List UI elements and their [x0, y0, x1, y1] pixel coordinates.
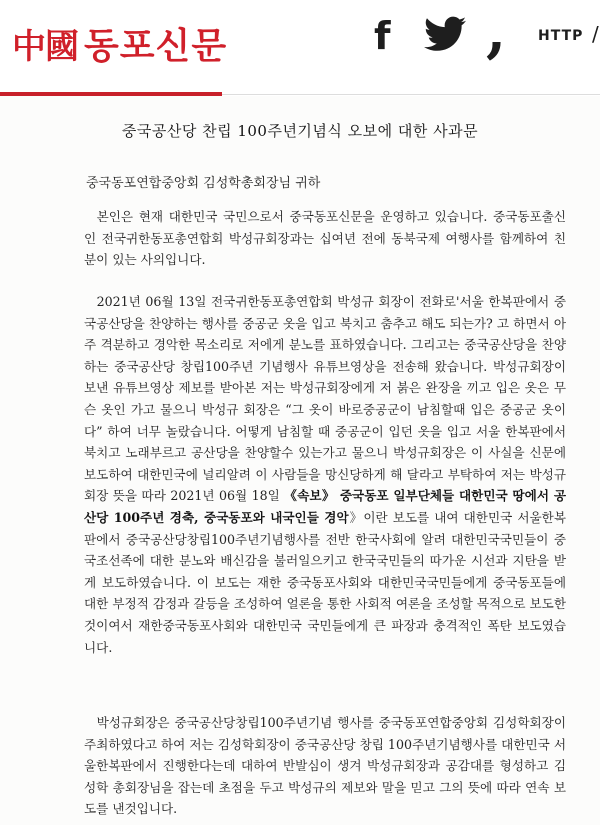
article-title: 중국공산당 찬립 100주년기념식 오보에 대한 사과문 — [121, 122, 479, 140]
logo-korean: 동포신문 — [84, 26, 228, 67]
paragraph-2-text-b: 》이란 보도를 내여 대한민국 서울한복판에서 중국공산당창립100주년기념행사를 전반 한국사회에 알려 대한민국국민들이 중국조선족에 대한 분노와 배신감을 불러일으키고 한국국민들의 따가운 시선과 지탄을 받게 보도하였습니다. 이 보도는 재한 중국동포사회와 대한민국국민들에게 중국동포들에 대한 부정적 감정과 갈등을 조성하여 얼론을 통한 사회적 여론을 조성할 목적으로 보도한것이여서 재한중국동포사회와 대한민국 국민들에게 큰 파장과 충격적인 폭탄 보도였습니다. — [84, 509, 566, 655]
logo-hanja: 中國 — [12, 27, 78, 67]
twitter-icon[interactable] — [424, 16, 466, 56]
paragraph-2-headline: 《속보》 중국동포 일부단체들 대한민국 땅에서 공산당 100주년 경축, 중국동포와 내국인들 경악 — [84, 488, 566, 525]
article-paragraph-3: 박성규회장은 중국공산당창립100주년기념 행사를 중국동포연합중앙회 김성학회장이 주최하였다고 하여 저는 김성학회장이 중국공산당 창립 100주년기념행사를 대한민국 서울한복판에서 진행한다는데 대하여 반발심이 생겨 박성규회장과 공감대를 형성하고 김성학 총회장님을 잡는데 초점을 두고 박성규의 제보와 말을 믿고 그의 뜻에 따라 연속 보도를 낸것입니다. — [84, 715, 566, 817]
facebook-icon[interactable]: f — [374, 14, 391, 58]
paragraph-2-text-a: 2021년 06월 13일 전국귀한동포총연합회 박성규 회장이 전화로'서울 한복판에서 중국공산당을 찬양하는 행사를 중공군 옷을 입고 북치고 춤추고 해도 되는가? 고 하면서 아주 격분하고 경악한 목소리로 저에게 분노를 표하였습니다. 그리고는 중국공산당을 찬양하는 중국공산당 창립100주년 기념행사 유튜브영상을 전송해 왔습니다. 박성규회장이 보낸 유튜브영상 제보를 받아본 저는 박성규회장에게 저 붉은 완장을 끼고 입은 옷은 무슨 옷인 가고 물으니 박성규 회장은 “그 옷이 바로중공군이 남침할때 입은 중공군 옷이다” 하여 너무 놀랐습니다. 어떻게 남침할 때 중공군이 입던 옷을 입고 서울 한복판에서 북치고 노래부르고 공산당을 찬양할수 있는가고 물으니 박성규회장은 이 사실을 신문에 보도하여 대한민국에 널리알려 이 사람들을 망신당하게 해 달라고 부탁하여 저는 박성규회장 뜻을 따라 2021년 06월 18일 — [84, 294, 566, 504]
header-divider — [222, 94, 600, 95]
share-link-button[interactable]: HTTP — [538, 28, 584, 44]
article-paragraph-2 — [84, 291, 566, 658]
comma-icon[interactable]: , — [486, 0, 507, 65]
article-paragraph-1: 본인은 현재 대한민국 국민으로서 중국동포신문을 운영하고 있습니다. 중국동포출신인 전국귀한동포총연합회 박성규회장과는 십여년 전에 동북국제 여행사를 함께하여 친분이 있는 사의입니다. — [84, 209, 566, 268]
article-addressee: 중국동포연합중앙회 김성학총회장님 귀하 — [86, 176, 321, 191]
site-header — [0, 0, 600, 95]
site-logo[interactable] — [12, 18, 227, 69]
trailing-glyph: / — [592, 22, 599, 46]
